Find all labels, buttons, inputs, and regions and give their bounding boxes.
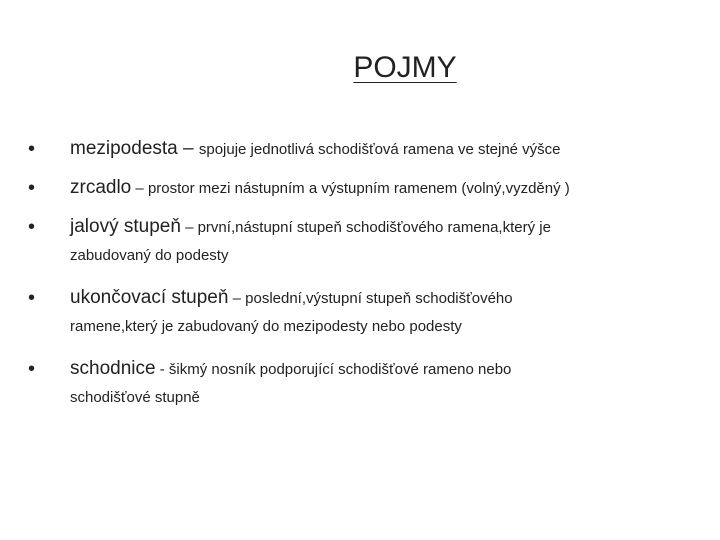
term-description: první,nástupní stupeň schodišťového ramena,který je <box>197 219 551 236</box>
term-description: spojuje jednotlivá schodišťová ramena ve stejné výšce <box>198 141 561 158</box>
term-label: ukončovací stupeň <box>70 287 229 308</box>
term-description-continued: schodišťové stupně <box>70 389 200 406</box>
term-description: prostor mezi nástupním a výstupním ramenem (volný,vyzděný ) <box>147 180 570 197</box>
bullet-icon: • <box>28 287 36 309</box>
term-description: šikmý nosník podporující schodišťové rameno nebo <box>168 361 512 378</box>
list-item-jalovy-stupen <box>28 212 698 267</box>
list-item-mezipodesta <box>28 134 698 165</box>
bullet-icon: • <box>28 358 36 380</box>
term-description-continued: zabudovaný do podesty <box>70 247 229 264</box>
bullet-icon: • <box>28 177 36 199</box>
list-item-ukoncovaci-stupen <box>28 283 698 338</box>
term-separator: – <box>228 290 246 307</box>
term-label: mezipodesta <box>70 138 178 159</box>
list-item-zrcadlo <box>28 173 698 204</box>
list-item-schodnice <box>28 354 698 409</box>
term-separator: – <box>180 219 198 236</box>
term-label: schodnice <box>70 358 156 379</box>
term-separator: - <box>155 361 169 378</box>
term-label: zrcadlo <box>70 177 132 198</box>
slide-title-text: POJMY <box>353 51 457 84</box>
bullet-icon: • <box>28 138 36 160</box>
term-separator: – <box>177 138 199 159</box>
term-separator: – <box>131 180 148 197</box>
term-description-continued: ramene,který je zabudovaný do mezipodesty nebo podesty <box>70 318 462 335</box>
term-description: poslední,výstupní stupeň schodišťového <box>245 290 513 307</box>
slide-title <box>0 48 720 88</box>
term-label: jalový stupeň <box>70 216 181 237</box>
bullet-icon: • <box>28 216 36 238</box>
terms-list <box>28 134 698 417</box>
